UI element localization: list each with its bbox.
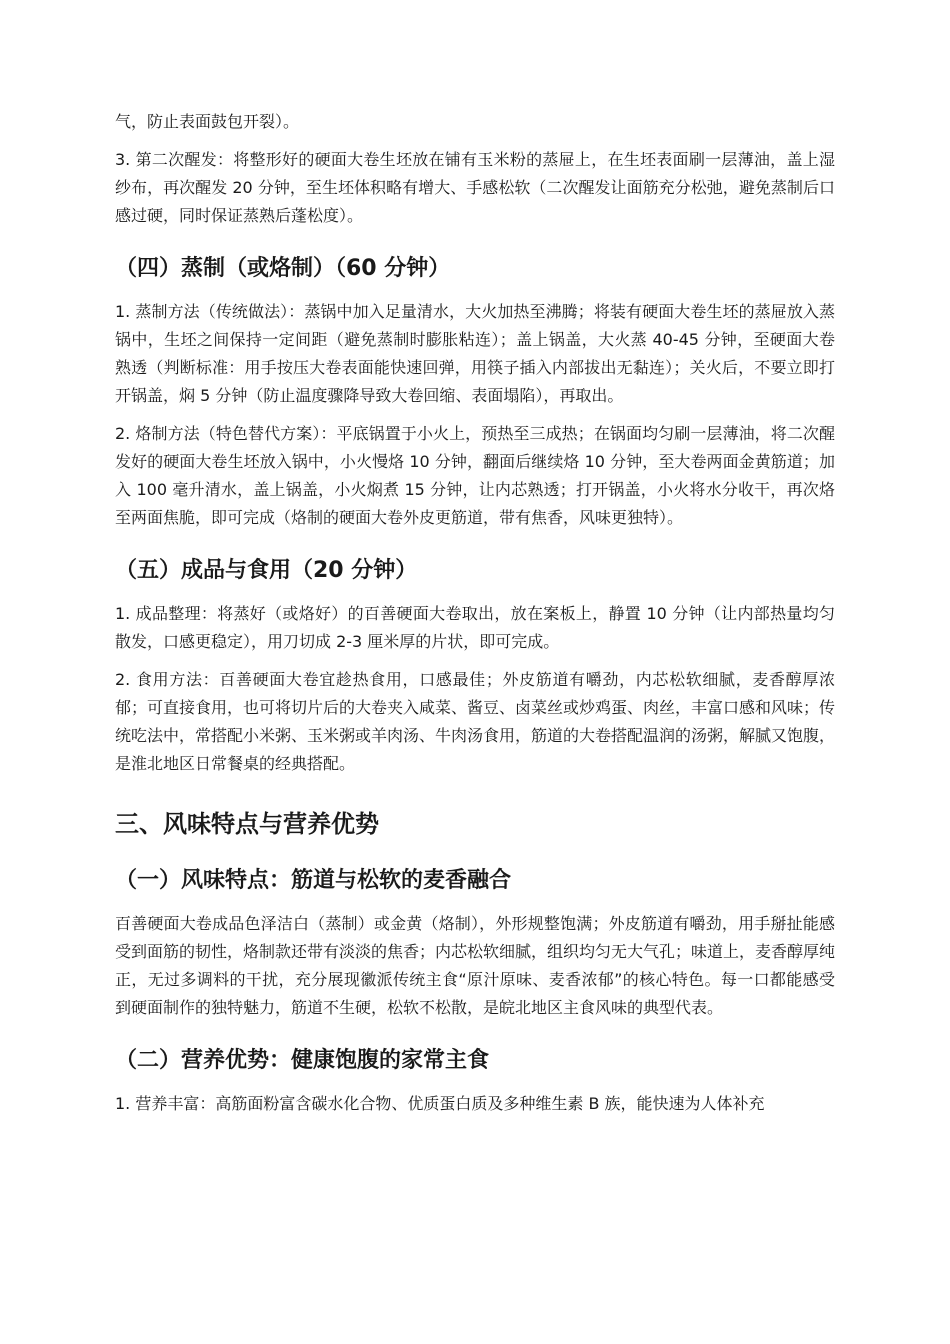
paragraph: 2. 食用方法：百善硬面大卷宜趁热食用，口感最佳；外皮筋道有嚼劲，内芯松软细腻，麦香醇厚浓郁；可直接食用，也可将切片后的大卷夹入咸菜、酱豆、卤菜丝或炒鸡蛋、肉丝，丰富口感和风味；传统吃法中，常搭配小米粥、玉米粥或羊肉汤、牛肉汤食用，筋道的大卷搭配温润的汤粥，解腻又饱腹，是淮北地区日常餐桌的经典搭配。 [115,670,836,773]
paragraph: 气，防止表面鼓包开裂）。 [115,112,300,131]
paragraph: 2. 烙制方法（特色替代方案）：平底锅置于小火上，预热至三成热；在锅面均匀刷一层薄油，将二次醒发好的硬面大卷生坯放入锅中，小火慢烙 10 分钟，翻面后继续烙 10 分钟，至大卷两面金黄筋道；加入 100 毫升清水，盖上锅盖，小火焖煮 15 分钟，让内芯熟透；打开锅盖，小火将水分收干，再次烙至两面焦脆，即可完成（烙制的硬面大卷外皮更筋道，带有焦香，风味更独特）。 [115,424,835,527]
section-heading: （一）风味特点：筋道与松软的麦香融合 [115,868,512,893]
paragraph: 1. 成品整理：将蒸好（或烙好）的百善硬面大卷取出，放在案板上，静置 10 分钟（让内部热量均匀散发，口感更稳定），用刀切成 2-3 厘米厚的片状，即可完成。 [115,604,835,651]
paragraph: 3. 第二次醒发：将整形好的硬面大卷生坯放在铺有玉米粉的蒸屉上，在生坯表面刷一层薄油，盖上湿纱布，再次醒发 20 分钟，至生坯体积略有增大、手感松软（二次醒发让面筋充分松弛，避免蒸制后口感过硬，同时保证蒸熟后蓬松度）。 [115,150,835,225]
section-heading: （五）成品与食用（20 分钟） [115,558,418,583]
document-page [115,108,835,1128]
chapter-heading: 三、风味特点与营养优势 [115,810,379,838]
paragraph: 1. 营养丰富：高筋面粉富含碳水化合物、优质蛋白质及多种维生素 B 族，能快速为人体补充 [115,1094,765,1113]
paragraph: 1. 蒸制方法（传统做法）：蒸锅中加入足量清水，大火加热至沸腾；将装有硬面大卷生坯的蒸屉放入蒸锅中，生坯之间保持一定间距（避免蒸制时膨胀粘连）；盖上锅盖，大火蒸 40-45 分钟，至硬面大卷熟透（判断标准：用手按压大卷表面能快速回弹，用筷子插入内部拔出无黏连）；关火后，不要立即打开锅盖，焖 5 分钟（防止温度骤降导致大卷回缩、表面塌陷），再取出。 [115,302,835,405]
section-heading: （四）蒸制（或烙制）（60 分钟） [115,256,451,281]
paragraph: 百善硬面大卷成品色泽洁白（蒸制）或金黄（烙制），外形规整饱满；外皮筋道有嚼劲，用手掰扯能感受到面筋的韧性，烙制款还带有淡淡的焦香；内芯松软细腻，组织均匀无大气孔；味道上，麦香醇厚纯正，无过多调料的干扰，充分展现徽派传统主食“原汁原味、麦香浓郁”的核心特色。每一口都能感受到硬面制作的独特魅力，筋道不生硬，松软不松散，是皖北地区主食风味的典型代表。 [115,914,836,1017]
section-heading: （二）营养优势：健康饱腹的家常主食 [115,1048,490,1073]
